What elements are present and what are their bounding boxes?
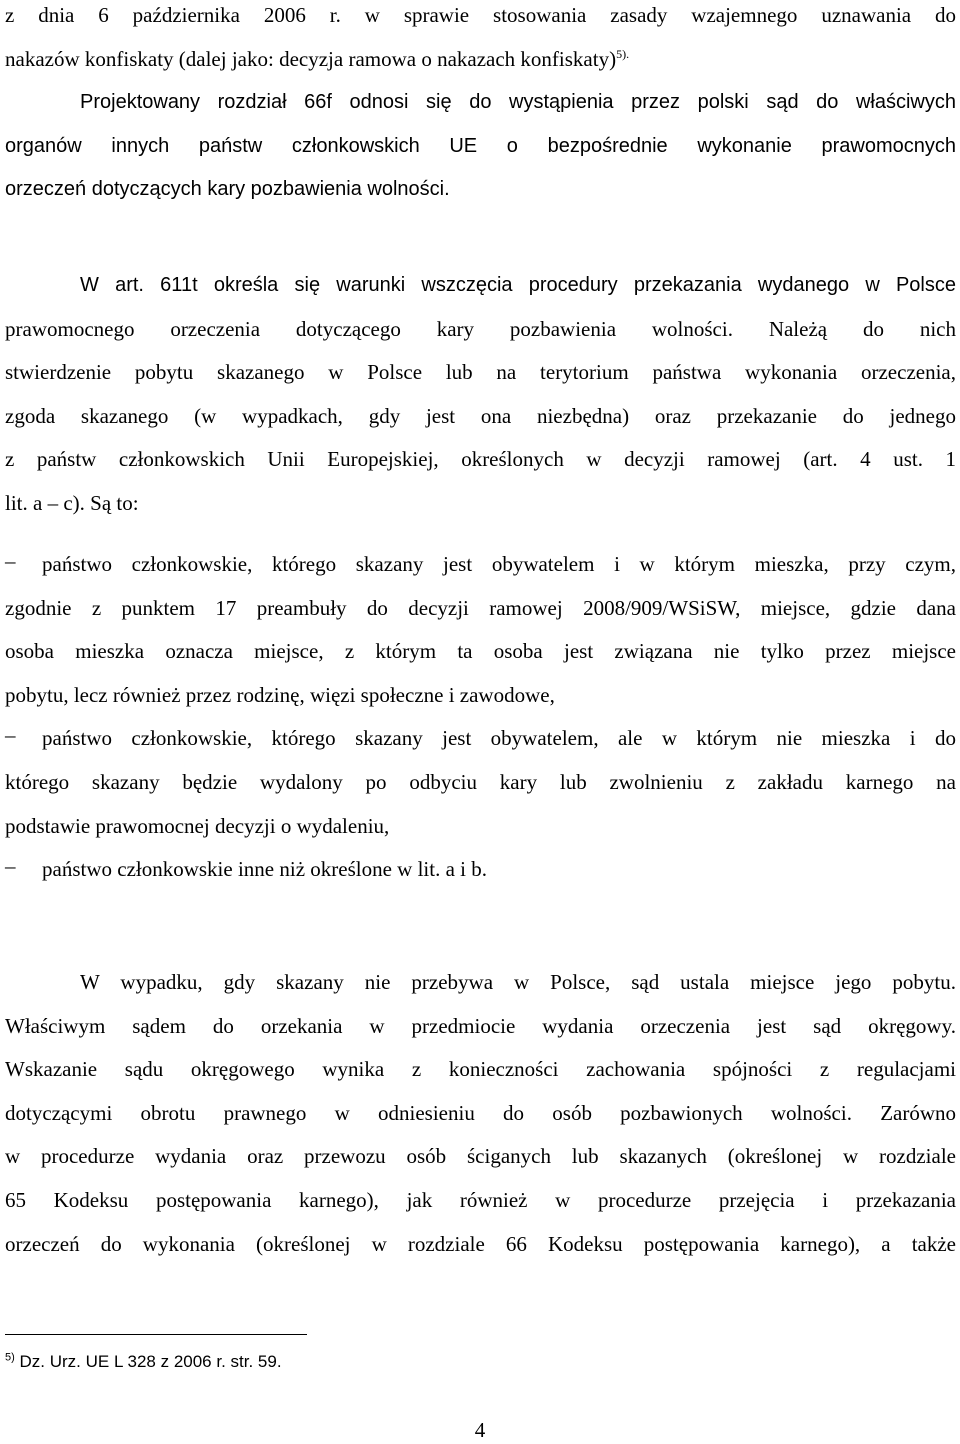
text-line: orzeczeń do wykonania (określonej w rozdziale 66 Kodeksu postępowania karnego), a także <box>5 1231 956 1256</box>
dash-bullet: – <box>5 723 16 748</box>
text-line: stwierdzenie pobytu skazanego w Polsce lub na terytorium państwa wykonania orzeczenia, <box>5 360 956 385</box>
text-span: nakazów konfiskaty (dalej jako: decyzja ramowa o nakazach konfiskaty) <box>5 46 617 71</box>
text-line: orzeczeń dotyczących kary pozbawienia wolności. <box>5 178 450 201</box>
text-line: podstawie prawomocnej decyzji o wydaleniu, <box>5 813 390 838</box>
text-line: 65 Kodeksu postępowania karnego), jak również w procedurze przejęcia i przekazania <box>5 1187 956 1212</box>
text-line: Wskazanie sądu okręgowego wynika z konieczności zachowania spójności z regulacjami <box>5 1057 956 1082</box>
text-line: W art. 611t określa się warunki wszczęcia procedury przekazania wydanego w Polsce <box>80 274 956 296</box>
list-item <box>5 549 956 593</box>
text-line: lit. a – c). Są to: <box>5 490 139 515</box>
text-line: z państw członkowskich Unii Europejskiej, określonych w decyzji ramowej (art. 4 ust. 1 <box>5 447 956 472</box>
text-line: pobytu, lecz również przez rodzinę, więzi społeczne i zawodowe, <box>5 682 555 707</box>
text-line: państwo członkowskie, którego skazany jest obywatelem i w którym mieszka, przy czym, <box>42 552 956 576</box>
text-line: którego skazany będzie wydalony po odbyciu kary lub zwolnieniu z zakładu karnego na <box>5 769 956 794</box>
text-line: zgoda skazanego (w wypadkach, gdy jest ona niezbędna) oraz przekazanie do jednego <box>5 403 956 428</box>
text-line: dotyczącymi obrotu prawnego w odniesieniu do osób pozbawionych wolności. Zarówno <box>5 1100 956 1125</box>
chapter-66f-paragraph <box>5 87 956 218</box>
intro-paragraph <box>5 0 956 87</box>
text-line: osoba mieszka oznacza miejsce, z którym ta osoba jest związana nie tylko przez miejsce <box>5 639 956 664</box>
text-line: państwo członkowskie inne niż określone w lit. a i b. <box>42 857 487 882</box>
text-line: państwo członkowskie, którego skazany jest obywatelem, ale w którym nie mieszka i do <box>42 726 956 751</box>
text-line: organów innych państw członkowskich UE o bezpośrednie wykonanie prawomocnych <box>5 134 956 157</box>
footnote <box>5 1352 282 1372</box>
page-number: 4 <box>474 1418 486 1442</box>
text-line <box>5 44 956 88</box>
text-line: Projektowany rozdział 66f odnosi się do wystąpienia przez polski sąd do właściwych <box>80 91 956 113</box>
text-line: Właściwym sądem do orzekania w przedmiocie wydania orzeczenia jest sąd okręgowy. <box>5 1013 956 1038</box>
footnote-marker: 5) <box>5 1351 15 1364</box>
dash-bullet: – <box>5 549 16 573</box>
list-item <box>5 854 956 898</box>
text-line: prawomocnego orzeczenia dotyczącego kary pozbawienia wolności. Należą do nich <box>5 316 956 341</box>
court-paragraph <box>5 967 956 1272</box>
text-line: W wypadku, gdy skazany nie przebywa w Polsce, sąd ustala miejsce jego pobytu. <box>80 970 956 994</box>
text-line: zgodnie z punktem 17 preambuły do decyzji ramowej 2008/909/WSiSW, miejsce, gdzie dana <box>5 595 956 620</box>
text-line: z dnia 6 października 2006 r. w sprawie stosowania zasady wzajemnego uznawania do <box>5 3 956 27</box>
footnote-text: Dz. Urz. UE L 328 z 2006 r. str. 59. <box>19 1352 282 1371</box>
article-611t-paragraph <box>5 270 956 532</box>
state-list <box>5 549 956 898</box>
footnote-ref: 5). <box>616 46 630 61</box>
dash-bullet: – <box>5 854 16 879</box>
list-item <box>5 723 956 767</box>
text-line: w procedurze wydania oraz przewozu osób ściganych lub skazanych (określonej w rozdziale <box>5 1144 956 1169</box>
footnote-separator <box>5 1334 307 1335</box>
